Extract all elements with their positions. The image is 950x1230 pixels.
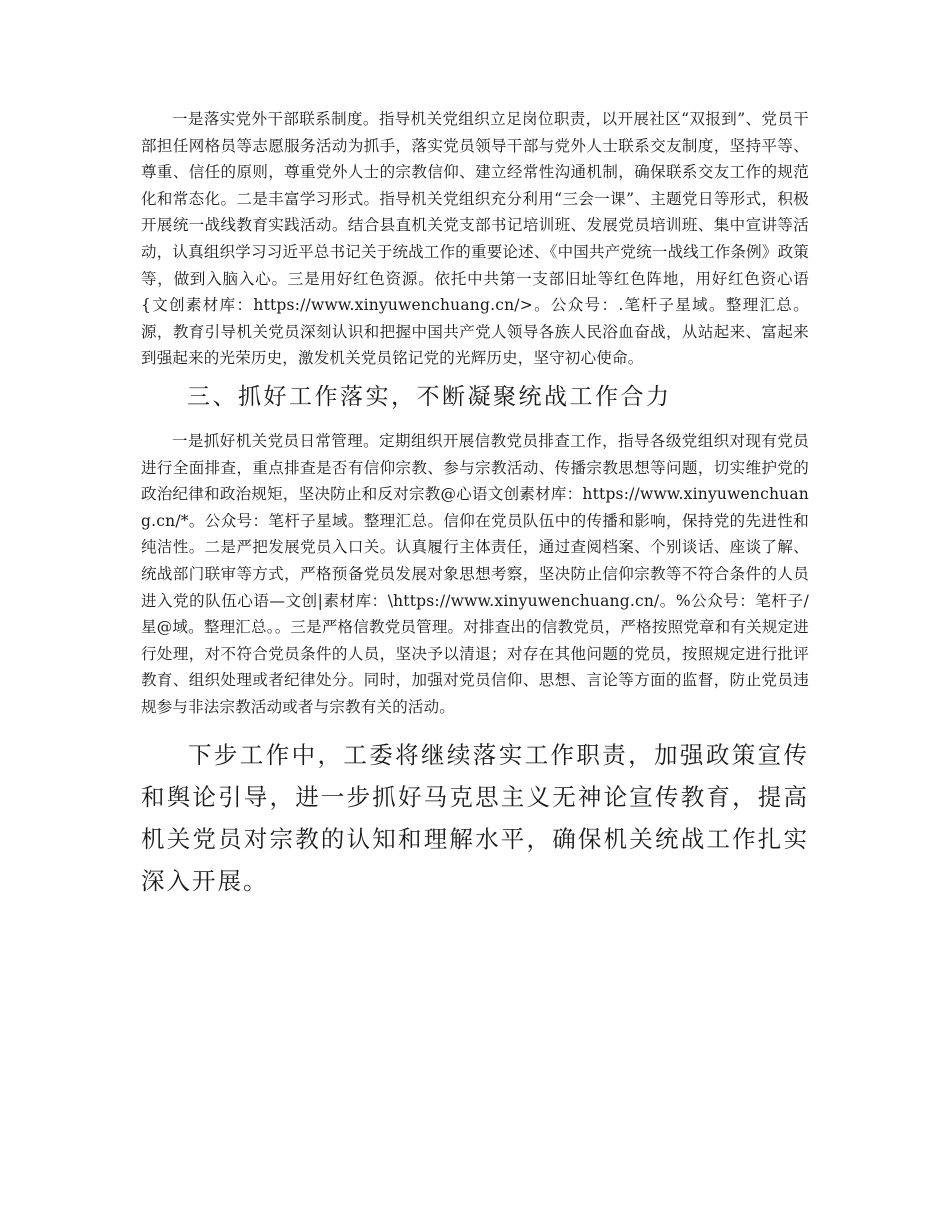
paragraph-member-management: 一是抓好机关党员日常管理。定期组织开展信教党员排查工作，指导各级党组织对现有党员进行全面排查，重点排查是否有信仰宗教、参与宗教活动、传播宗教思想等问题，切实维护党的政治纪律和政治规矩，坚决防止和反对宗教@心语文创素材库：https://www.xinyuwenchuang.cn/*。公众号：笔杆子星域。整理汇总。信仰在党员队伍中的传播和影响，保持党的先进性和纯洁性。二是严把发展党员入口关。认真履行主体责任，通过查阅档案、个别谈话、座谈了解、统战部门联审等方式，严格预备党员发展对象思想考察，坚决防止信仰宗教等不符合条件的人员进入党的队伍心语—文创|素材库：\https://www.xinyuwenchuang.cn/。%公众号：笔杆子/星@域。整理汇总。。三是严格信教党员管理。对排查出的信教党员，严格按照党章和有关规定进行处理，对不符合党员条件的人员，坚决予以清退；对存在其他问题的党员，按照规定进行批评教育、组织处理或者纪律处分。同时，加强对党员信仰、思想、言论等方面的监督，防止党员违规参与非法宗教活动或者与宗教有关的活动。 bbox=[141, 431, 809, 716]
closing-paragraph: 下步工作中，工委将继续落实工作职责，加强政策宣传和舆论引导，进一步抓好马克思主义无神论宣传教育，提高机关党员对宗教的认知和理解水平，确保机关统战工作扎实深入开展。 bbox=[141, 741, 809, 896]
section-heading-three: 三、抓好工作落实，不断凝聚统战工作合力 bbox=[187, 383, 672, 410]
paragraph-party-liaison: 一是落实党外干部联系制度。指导机关党组织立足岗位职责，以开展社区“双报到”、党员干部担任网格员等志愿服务活动为抓手，落实党员领导干部与党外人士联系交友制度，坚持平等、尊重、信任的原则，尊重党外人士的宗教信仰、建立经常性沟通机制，确保联系交友工作的规范化和常态化。二是丰富学习形式。指导机关党组织充分利用“三会一课”、主题党日等形式，积极开展统一战线教育实践活动。结合县直机关党支部书记培训班、发展党员培训班、集中宣讲等活动，认真组织学习习近平总书记关于统战工作的重要论述、《中国共产党统一战线工作条例》政策等，做到入脑入心。三是用好红色资源。依托中共第一支部旧址等红色阵地，用好红色资心语{文创素材库：https://www.xinyuwenchuang.cn/>。公众号：.笔杆子星域。整理汇总。源，教育引导机关党员深刻认识和把握中国共产党人领导各族人民浴血奋战，从站起来、富起来到强起来的光荣历史，激发机关党员铭记党的光辉历史，坚守初心使命。 bbox=[141, 110, 809, 368]
document-page bbox=[141, 106, 809, 902]
